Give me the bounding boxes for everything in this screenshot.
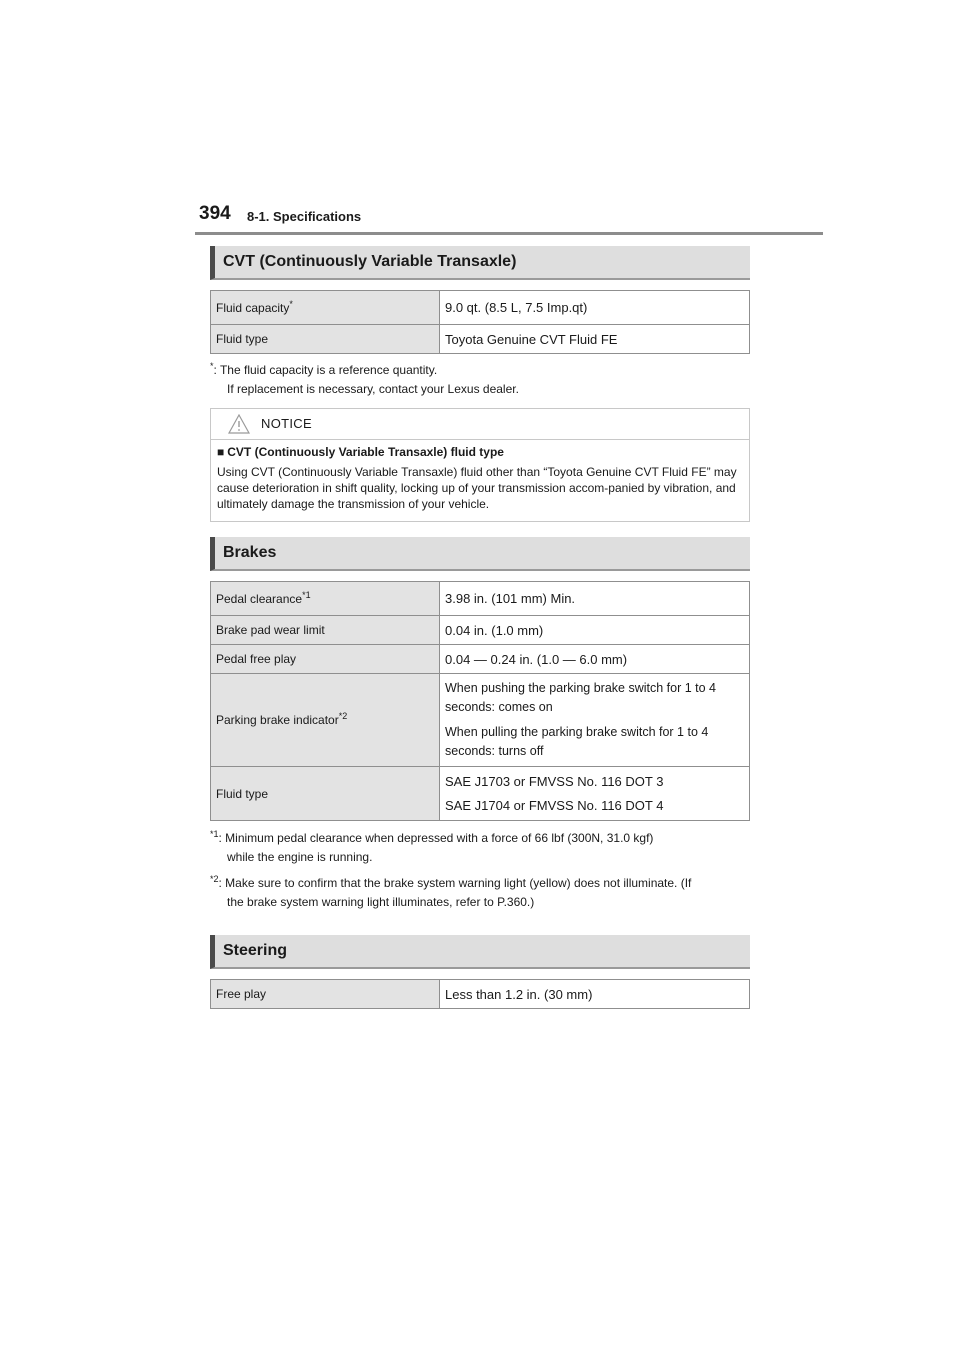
cvt-title-text: CVT (Continuously Variable Transaxle): [223, 253, 517, 270]
section-label: 8-1. Specifications: [247, 209, 362, 224]
fluid-type-value: Toyota Genuine CVT Fluid FE: [440, 325, 750, 354]
brake-fluid-type-value: SAE J1703 or FMVSS No. 116 DOT 3 SAE J1704 or FMVSS No. 116 DOT 4: [440, 767, 750, 821]
fluid-capacity-label: Fluid capacity*: [211, 291, 440, 325]
parking-brake-indicator-value: When pushing the parking brake switch for 1 to 4 seconds: comes on When pulling the parking brake switch for 1 to 4 seconds: turns off: [440, 674, 750, 767]
notice-box: [210, 408, 750, 522]
warning-triangle-icon: [228, 414, 250, 434]
fluid-type-label: Fluid type: [211, 325, 440, 354]
table-row: [211, 674, 750, 767]
brake-pad-wear-limit-label: Brake pad wear limit: [211, 616, 440, 645]
cvt-spec-table: [210, 290, 750, 354]
pedal-clearance-value: 3.98 in. (101 mm) Min.: [440, 582, 750, 616]
pedal-free-play-label: Pedal free play: [211, 645, 440, 674]
table-row: [211, 325, 750, 354]
brake-pad-wear-limit-value: 0.04 in. (1.0 mm): [440, 616, 750, 645]
table-row: [211, 767, 750, 821]
steering-spec-table: [210, 979, 750, 1009]
brake-fluid-type-label: Fluid type: [211, 767, 440, 821]
cvt-section-title: [210, 246, 750, 280]
table-row: [211, 645, 750, 674]
cvt-footnote: *: The fluid capacity is a reference quantity. If replacement is necessary, contact your Lexus dealer.: [210, 361, 519, 396]
square-bullet-icon: ■: [217, 445, 225, 459]
pedal-clearance-label: Pedal clearance$^{*1}$: [211, 582, 440, 616]
free-play-label: Free play: [211, 980, 440, 1009]
fluid-capacity-value: 9.0 qt. (8.5 L, 7.5 Imp.qt): [440, 291, 750, 325]
brakes-footnote-2: $^{*2}$: Make sure to confirm that the brake system warning light (yellow) does not illuminate. (If the brake system warning light illuminates, refer to P.360.): [210, 874, 692, 909]
table-row: [211, 616, 750, 645]
brakes-title-text: Brakes: [223, 544, 277, 561]
brakes-spec-table: [210, 581, 750, 821]
brakes-section-title: [210, 537, 750, 571]
page-number: 394: [199, 203, 231, 224]
pedal-free-play-value: 0.04 — 0.24 in. (1.0 — 6.0 mm): [440, 645, 750, 674]
header-rule: [195, 232, 823, 235]
brakes-footnote-1: $^{*1}$: Minimum pedal clearance when depressed with a force of 66 lbf (300N, 31.0 kgf) while the engine is running.: [210, 829, 654, 864]
table-row: [211, 582, 750, 616]
notice-title: NOTICE: [261, 416, 312, 431]
page-header: [195, 203, 823, 233]
parking-brake-indicator-label: Parking brake indicator$^{*2}$: [211, 674, 440, 767]
free-play-value: Less than 1.2 in. (30 mm): [440, 980, 750, 1009]
table-row: [211, 291, 750, 325]
notice-header: [211, 409, 749, 440]
table-row: [211, 980, 750, 1009]
notice-body: Using CVT (Continuously Variable Transaxle) fluid other than “Toyota Genuine CVT Fluid FE” may cause deterioration in shift quality, locking up of your transmission accom-panied by vibration, and ultimately damage the transmission of your vehicle.: [217, 465, 737, 511]
steering-title-text: Steering: [223, 942, 288, 959]
notice-subtitle: ■ CVT (Continuously Variable Transaxle) fluid type: [217, 445, 504, 459]
steering-section-title: [210, 935, 750, 969]
